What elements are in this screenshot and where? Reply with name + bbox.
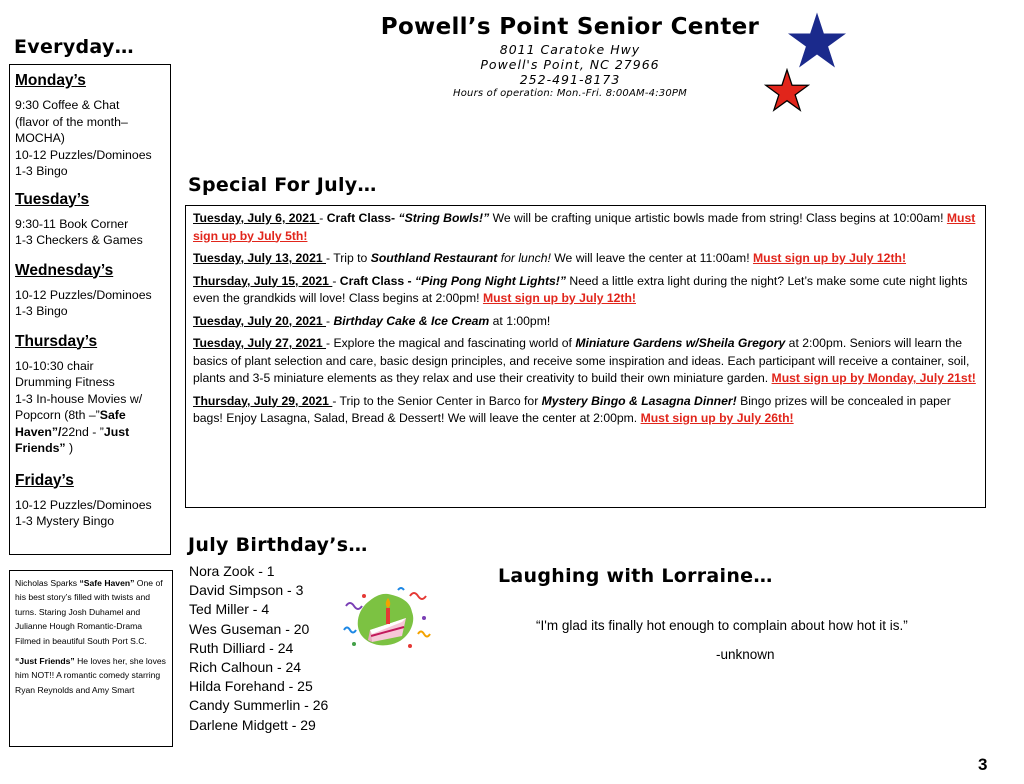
movie-text: Nicholas Sparks bbox=[15, 578, 80, 588]
schedule-item: 1-3 Checkers & Games bbox=[15, 233, 143, 247]
monday-items bbox=[15, 97, 165, 180]
list-item: Rich Calhoun - 24 bbox=[189, 659, 302, 676]
special-events-box bbox=[185, 205, 986, 508]
event-text: We will be crafting unique artistic bowls made from string! Class begins at 10:00am! bbox=[489, 211, 947, 225]
movie-name: Safe bbox=[99, 408, 126, 422]
address-line-2: Powell's Point, NC 27966 bbox=[480, 57, 660, 72]
page-number: 3 bbox=[978, 755, 988, 774]
movie-name: Friends” bbox=[15, 441, 66, 455]
event-item bbox=[193, 273, 978, 308]
event-class: Craft Class- bbox=[326, 211, 399, 225]
event-item bbox=[193, 313, 978, 331]
birthdays-heading: July Birthday’s… bbox=[188, 534, 368, 556]
event-text: - bbox=[326, 313, 334, 328]
movie-name: Just bbox=[103, 424, 130, 439]
schedule-item: 1-3 Mystery Bingo bbox=[15, 514, 115, 528]
list-item: Ted Miller - 4 bbox=[189, 601, 270, 618]
signup-notice: Must sign up by July 12th! bbox=[482, 291, 636, 305]
event-text: We will leave the center at 11:00am! bbox=[550, 251, 753, 265]
event-title: “String Bowls!” bbox=[398, 211, 490, 225]
event-date: Tuesday, July 6, 2021 bbox=[193, 211, 320, 225]
schedule-item: 9:30 Coffee & Chat bbox=[15, 98, 120, 112]
schedule-text: Popcorn (8th –” bbox=[15, 408, 100, 422]
event-item bbox=[193, 210, 978, 245]
event-text: - Trip to bbox=[326, 251, 371, 265]
birthday-list bbox=[189, 562, 328, 735]
event-text: Bingo prizes will be concealed in paper bags! Enjoy Lasagna, Salad, Bread & Dessert! We will leave the center at 2:00pm. bbox=[193, 393, 951, 425]
tuesday-items bbox=[15, 216, 165, 249]
friday-title: Friday’s bbox=[15, 471, 74, 489]
schedule-item: MOCHA) bbox=[15, 131, 65, 145]
event-class: Craft Class - bbox=[339, 273, 415, 288]
event-date: Thursday, July 29, 2021 bbox=[193, 393, 333, 408]
event-title: Miniature Gardens w/Sheila Gregory bbox=[575, 336, 786, 350]
quote-text: “I'm glad its finally hot enough to complain about how hot it is.” bbox=[536, 618, 908, 633]
movie-description bbox=[15, 576, 167, 648]
schedule-item: 10-10:30 chair bbox=[15, 358, 94, 373]
schedule-item: 9:30-11 Book Corner bbox=[15, 216, 129, 231]
event-text: - bbox=[332, 273, 340, 288]
list-item: David Simpson - 3 bbox=[189, 582, 304, 599]
phone-number: 252-491-8173 bbox=[519, 72, 621, 87]
event-date: Thursday, July 15, 2021 bbox=[193, 273, 333, 288]
list-item: Hilda Forehand - 25 bbox=[189, 678, 313, 695]
schedule-item: 1-3 In-house Movies w/ bbox=[15, 391, 143, 406]
list-item: Darlene Midgett - 29 bbox=[189, 716, 316, 733]
schedule-text: ) bbox=[65, 441, 74, 455]
schedule-text: 22nd - ” bbox=[61, 424, 104, 439]
signup-notice: Must sign up by July 12th! bbox=[752, 251, 907, 265]
event-text: - bbox=[319, 211, 327, 225]
schedule-item: 10-12 Puzzles/Dominoes bbox=[15, 147, 152, 162]
wednesday-items bbox=[15, 287, 165, 320]
event-title: Birthday Cake & Ice Cream bbox=[333, 313, 490, 328]
event-item bbox=[193, 335, 978, 388]
monday-title: Monday’s bbox=[15, 72, 86, 89]
movie-text: He loves her, she loves him NOT!! A romantic comedy starring Ryan Reynolds and Amy Smart bbox=[15, 656, 166, 695]
signup-notice: Must sign up by July 26th! bbox=[640, 411, 794, 425]
movie-description bbox=[15, 654, 167, 697]
signup-notice: Must sign up by Monday, July 21st! bbox=[771, 371, 976, 385]
quote-author: -unknown bbox=[716, 647, 775, 662]
event-item bbox=[193, 393, 978, 428]
schedule-item: 1-3 Bingo bbox=[15, 164, 68, 178]
everyday-heading: Everyday… bbox=[14, 36, 134, 58]
signup-notice: Must sign up by July 5th! bbox=[193, 211, 976, 243]
event-date: Tuesday, July 13, 2021 bbox=[193, 251, 327, 265]
event-text: - Trip to the Senior Center in Barco for bbox=[332, 393, 542, 408]
movie-title: “Just Friends” bbox=[15, 656, 75, 667]
schedule-item: Drumming Fitness bbox=[15, 375, 115, 389]
event-title: Southland Restaurant bbox=[370, 251, 498, 265]
schedule-item: 10-12 Puzzles/Dominoes bbox=[15, 497, 152, 512]
birthday-cake-icon bbox=[340, 586, 436, 652]
event-text: at 2:00pm. Seniors will learn the basics of plant selection and care, basic design principles, and receive some inspiration and ideas. Each participant will receive a container, soil, plants and 3-5 miniature elements as they relax and use their creativity to build their own miniature garden. bbox=[193, 336, 970, 385]
movie-title: “Safe Haven” bbox=[79, 578, 135, 588]
movies-box bbox=[9, 570, 173, 747]
movie-text: One of his best story’s filled with twists and turns. Staring Josh Duhamel and Julianne Hough Romantic-Drama Filmed in beautiful South Port S.C. bbox=[15, 578, 163, 646]
schedule-item: (flavor of the month– bbox=[15, 114, 128, 129]
everyday-schedule-box bbox=[9, 64, 171, 555]
red-star-icon bbox=[764, 68, 810, 112]
address-line-1: 8011 Caratoke Hwy bbox=[499, 42, 641, 57]
special-heading: Special For July… bbox=[188, 174, 377, 196]
center-header bbox=[360, 12, 780, 101]
schedule-item bbox=[15, 440, 165, 457]
event-date: Tuesday, July 27, 2021 bbox=[193, 336, 327, 350]
event-title: Mystery Bingo & Lasagna Dinner! bbox=[541, 393, 737, 408]
schedule-item: 1-3 Bingo bbox=[15, 304, 68, 318]
wednesday-title: Wednesday’s bbox=[15, 261, 114, 279]
laughing-heading: Laughing with Lorraine… bbox=[498, 565, 773, 587]
thursday-items bbox=[15, 358, 165, 457]
event-text: - Explore the magical and fascinating world of bbox=[326, 336, 576, 350]
event-date: Tuesday, July 20, 2021 bbox=[193, 313, 327, 328]
friday-items bbox=[15, 497, 165, 530]
list-item: Candy Summerlin - 26 bbox=[189, 697, 329, 714]
event-text: at 1:00pm! bbox=[489, 313, 551, 328]
schedule-item bbox=[15, 407, 165, 424]
movie-name: Haven”/ bbox=[15, 424, 62, 439]
center-name: Powell’s Point Senior Center bbox=[380, 14, 760, 40]
schedule-item: 10-12 Puzzles/Dominoes bbox=[15, 287, 152, 302]
event-item bbox=[193, 250, 978, 268]
blue-star-icon bbox=[788, 12, 846, 68]
list-item: Ruth Dilliard - 24 bbox=[189, 639, 294, 656]
hours-of-operation: Hours of operation: Mon.-Fri. 8:00AM-4:30PM bbox=[453, 88, 687, 99]
thursday-title: Thursday’s bbox=[15, 332, 98, 350]
schedule-item bbox=[15, 424, 165, 441]
list-item: Nora Zook - 1 bbox=[189, 563, 275, 579]
event-text: Need a little extra light during the night? Let’s make some cute night lights even the grandkids will love! Class begins at 2:00pm! bbox=[193, 273, 968, 305]
tuesday-title: Tuesday’s bbox=[15, 190, 90, 208]
event-title: “Ping Pong Night Lights!” bbox=[414, 273, 566, 288]
event-text: for lunch! bbox=[497, 251, 551, 265]
list-item: Wes Guseman - 20 bbox=[189, 620, 310, 637]
